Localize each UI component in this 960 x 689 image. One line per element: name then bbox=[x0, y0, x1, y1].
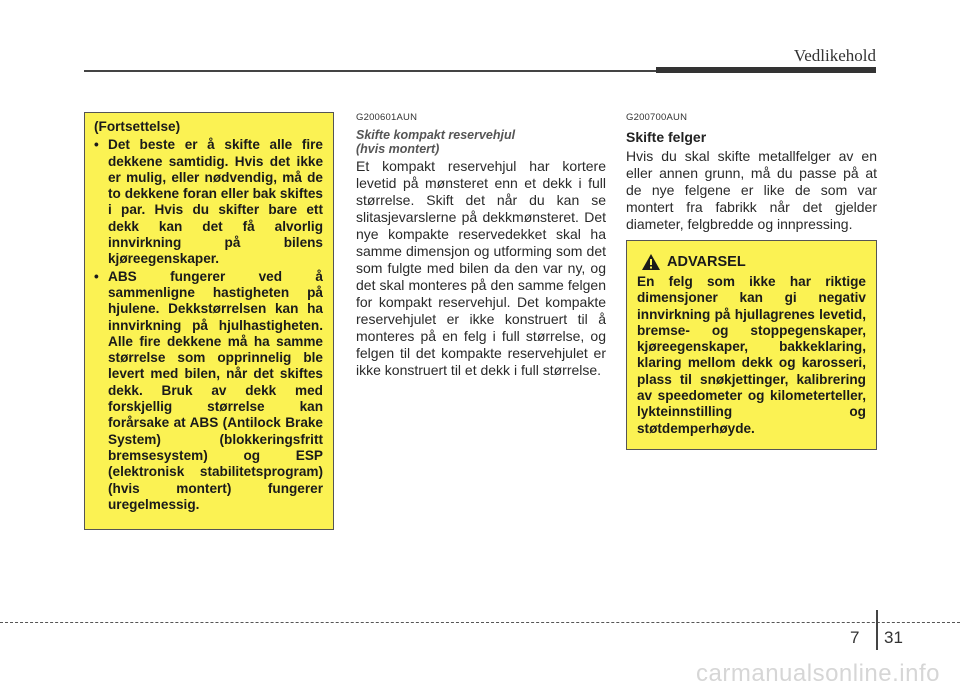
section-heading-line: Skifte kompakt reservehjul bbox=[356, 128, 516, 142]
warning-triangle-icon bbox=[641, 253, 661, 271]
section-code: G200601AUN bbox=[356, 112, 418, 123]
warning-title: ADVARSEL bbox=[667, 253, 746, 270]
footer-rule bbox=[0, 622, 960, 623]
page-number-divider bbox=[876, 610, 878, 650]
bullet-dot-icon: • bbox=[94, 268, 99, 284]
section-code: G200700AUN bbox=[626, 112, 688, 123]
chapter-number: 7 bbox=[850, 628, 860, 647]
caution-bullet bbox=[94, 269, 323, 513]
bullet-dot-icon: • bbox=[94, 137, 99, 153]
warning-box bbox=[626, 240, 877, 450]
caution-bullet-text: Det beste er å skifte alle fire dekkene samtidig. Hvis det ikke er mulig, eller nødvendig, må de to dekkene foran eller bak skiftes i par. Hvis du skifter bare ett dekk kan det få alvorlig innvirkning på bilens kjøreegenskaper. bbox=[108, 137, 323, 267]
header-rule-accent bbox=[656, 67, 876, 73]
section-heading-line: (hvis montert) bbox=[356, 141, 440, 156]
warning-body: En felg som ikke har riktige dimensjoner kan gi negativ innvirkning på hjullagrenes levetid, bremse- og stoppegenskaper, kjøreegenskaper, bakkeklaring, klaring mellom dekk og karosseri, plass til snøkjettinger, kalibrering av speedometer og kilometerteller, lykteinnstilling og støtdemperhøyde. bbox=[637, 274, 866, 436]
caution-bullet bbox=[94, 137, 323, 267]
wheels-section bbox=[626, 112, 877, 233]
section-body: Et kompakt reservehjul har kortere levetid på mønsteret enn et dekk i full størrelse. Skift det når du kan se slitasjevarslerne på dekkmønsteret. Det nye kompakte reservedekket skal ha samme dimensjon og utforming som det som fulgte med bilen da den var ny, og det skal monteres på den samme felgen for kompakt reservehjul. Det kompakte reservehjulet er ikke konstruert til å monteres på en felg i full størrelse, og felgen til det kompakte reservehjulet er ikke konstruert til et dekk i full størrelse. bbox=[356, 158, 606, 378]
caution-box bbox=[84, 112, 334, 530]
caution-heading: (Fortsettelse) bbox=[94, 119, 181, 134]
compact-spare-section bbox=[356, 112, 606, 379]
section-heading: Skifte felger bbox=[626, 129, 707, 145]
page-number: 31 bbox=[884, 628, 903, 647]
section-body: Hvis du skal skifte metallfelger av en eller annen grunn, må du passe på at de nye felgene er like de som var montert fra fabrikk når det gjelder diameter, felgbredde og innpressing. bbox=[626, 148, 877, 232]
caution-bullet-text: ABS fungerer ved å sammenligne hastigheten på hjulene. Dekkstørrelsen kan ha innvirkning på hjulhastigheten. Alle fire dekkene må ha samme størrelse som opprinnelig ble levert med bilen, når det skiftes dekk. Bruk av dekk med forskjellig størrelse kan forårsake at ABS (Antilock Brake System) (blokkeringsfritt bremsesystem) og ESP (elektronisk stabilitetsprogram) (hvis montert) fungerer uregelmessig. bbox=[108, 268, 323, 512]
section-heading bbox=[356, 129, 606, 156]
warning-title-row bbox=[637, 253, 866, 271]
section-title: Vedlikehold bbox=[793, 46, 876, 65]
header-rule bbox=[84, 70, 656, 72]
watermark: carmanualsonline.info bbox=[696, 660, 940, 687]
